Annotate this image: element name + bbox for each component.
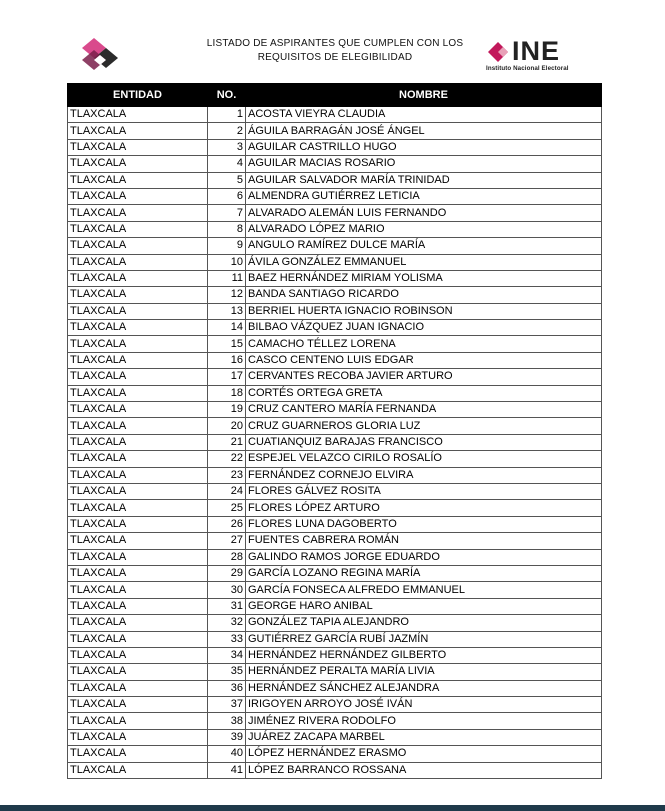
table-row [68,188,602,204]
cell-no: 26 [208,516,246,532]
cell-no: 23 [208,467,246,483]
table-body [68,107,602,779]
cell-entidad: TLAXCALA [68,369,208,385]
cell-nombre: CAMACHO TÉLLEZ LORENA [246,336,602,352]
cell-no: 21 [208,434,246,450]
cell-no: 28 [208,549,246,565]
cell-no: 10 [208,254,246,270]
cell-nombre: FERNÁNDEZ CORNEJO ELVIRA [246,467,602,483]
cell-nombre: AGUILAR CASTRILLO HUGO [246,139,602,155]
table-row [68,320,602,336]
cell-nombre: CUATIANQUIZ BARAJAS FRANCISCO [246,434,602,450]
cell-entidad: TLAXCALA [68,615,208,631]
table-row [68,254,602,270]
table-row [68,205,602,221]
cell-nombre: JIMÉNEZ RIVERA RODOLFO [246,713,602,729]
table-row [68,582,602,598]
ine-diamond-logo-icon [74,36,122,76]
column-header-no: NO. [208,84,246,107]
cell-no: 29 [208,565,246,581]
cell-nombre: GARCÍA FONSECA ALFREDO EMMANUEL [246,582,602,598]
table-row [68,516,602,532]
table-row [68,418,602,434]
cell-nombre: ANGULO RAMÍREZ DULCE MARÍA [246,238,602,254]
table-row [68,221,602,237]
cell-entidad: TLAXCALA [68,533,208,549]
cell-nombre: ESPEJEL VELAZCO CIRILO ROSALÍO [246,451,602,467]
cell-no: 13 [208,303,246,319]
cell-entidad: TLAXCALA [68,582,208,598]
cell-entidad: TLAXCALA [68,565,208,581]
cell-no: 8 [208,221,246,237]
table-row [68,156,602,172]
cell-nombre: AGUILAR SALVADOR MARÍA TRINIDAD [246,172,602,188]
cell-nombre: CORTÉS ORTEGA GRETA [246,385,602,401]
cell-entidad: TLAXCALA [68,352,208,368]
cell-no: 22 [208,451,246,467]
cell-nombre: GARCÍA LOZANO REGINA MARÍA [246,565,602,581]
cell-no: 18 [208,385,246,401]
cell-entidad: TLAXCALA [68,549,208,565]
cell-entidad: TLAXCALA [68,598,208,614]
cell-entidad: TLAXCALA [68,385,208,401]
cell-no: 27 [208,533,246,549]
cell-no: 35 [208,664,246,680]
cell-no: 31 [208,598,246,614]
cell-no: 11 [208,270,246,286]
table-row [68,713,602,729]
cell-nombre: JUÁREZ ZACAPA MARBEL [246,729,602,745]
aspirants-table [67,83,602,779]
cell-entidad: TLAXCALA [68,664,208,680]
table-row [68,647,602,663]
cell-no: 1 [208,107,246,123]
cell-no: 17 [208,369,246,385]
ine-logo-subtitle: Instituto Nacional Electoral [486,65,569,72]
cell-entidad: TLAXCALA [68,139,208,155]
cell-nombre: LÓPEZ BARRANCO ROSSANA [246,762,602,778]
cell-entidad: TLAXCALA [68,188,208,204]
cell-no: 9 [208,238,246,254]
table-row [68,352,602,368]
table-row [68,369,602,385]
cell-no: 24 [208,483,246,499]
cell-no: 41 [208,762,246,778]
cell-nombre: ALVARADO LÓPEZ MARIO [246,221,602,237]
cell-no: 25 [208,500,246,516]
cell-entidad: TLAXCALA [68,336,208,352]
cell-no: 6 [208,188,246,204]
table-row [68,680,602,696]
cell-nombre: CASCO CENTENO LUIS EDGAR [246,352,602,368]
cell-entidad: TLAXCALA [68,647,208,663]
column-header-nombre: NOMBRE [246,84,602,107]
table-row [68,336,602,352]
cell-nombre: AGUILAR MACIAS ROSARIO [246,156,602,172]
cell-nombre: ÁGUILA BARRAGÁN JOSÉ ÁNGEL [246,123,602,139]
cell-entidad: TLAXCALA [68,221,208,237]
cell-entidad: TLAXCALA [68,434,208,450]
cell-no: 19 [208,402,246,418]
cell-entidad: TLAXCALA [68,156,208,172]
ine-logo-text: INE [512,36,561,66]
table-row [68,697,602,713]
cell-nombre: IRIGOYEN ARROYO JOSÉ IVÁN [246,697,602,713]
cell-entidad: TLAXCALA [68,680,208,696]
cell-no: 20 [208,418,246,434]
cell-entidad: TLAXCALA [68,303,208,319]
cell-nombre: BERRIEL HUERTA IGNACIO ROBINSON [246,303,602,319]
cell-entidad: TLAXCALA [68,631,208,647]
cell-no: 12 [208,287,246,303]
cell-no: 37 [208,697,246,713]
cell-entidad: TLAXCALA [68,238,208,254]
cell-no: 4 [208,156,246,172]
cell-no: 3 [208,139,246,155]
table-row [68,451,602,467]
cell-entidad: TLAXCALA [68,287,208,303]
cell-entidad: TLAXCALA [68,451,208,467]
cell-nombre: HERNÁNDEZ HERNÁNDEZ GILBERTO [246,647,602,663]
column-header-entidad: ENTIDAD [68,84,208,107]
table-row [68,385,602,401]
cell-entidad: TLAXCALA [68,320,208,336]
cell-entidad: TLAXCALA [68,254,208,270]
table-row [68,615,602,631]
table-row [68,139,602,155]
title-line-1: LISTADO DE ASPIRANTES QUE CUMPLEN CON LOS [206,38,464,49]
cell-entidad: TLAXCALA [68,270,208,286]
table-row [68,287,602,303]
table-row [68,549,602,565]
cell-entidad: TLAXCALA [68,746,208,762]
bottom-band [0,805,665,811]
cell-nombre: ALVARADO ALEMÁN LUIS FERNANDO [246,205,602,221]
cell-no: 36 [208,680,246,696]
cell-entidad: TLAXCALA [68,516,208,532]
table-row [68,303,602,319]
cell-entidad: TLAXCALA [68,418,208,434]
cell-nombre: FLORES LUNA DAGOBERTO [246,516,602,532]
cell-nombre: ALMENDRA GUTIÉRREZ LETICIA [246,188,602,204]
title-line-2: REQUISITOS DE ELEGIBILIDAD [257,52,413,63]
cell-nombre: CERVANTES RECOBA JAVIER ARTURO [246,369,602,385]
cell-nombre: BILBAO VÁZQUEZ JUAN IGNACIO [246,320,602,336]
table-row [68,533,602,549]
table-row [68,402,602,418]
ine-logo [486,36,590,74]
table-row [68,598,602,614]
cell-entidad: TLAXCALA [68,729,208,745]
document-title [200,37,470,65]
cell-no: 7 [208,205,246,221]
table-row [68,762,602,778]
cell-no: 34 [208,647,246,663]
cell-no: 40 [208,746,246,762]
cell-no: 5 [208,172,246,188]
table-row [68,565,602,581]
cell-nombre: CRUZ CANTERO MARÍA FERNANDA [246,402,602,418]
cell-no: 38 [208,713,246,729]
cell-entidad: TLAXCALA [68,713,208,729]
cell-nombre: ÁVILA GONZÁLEZ EMMANUEL [246,254,602,270]
table-row [68,172,602,188]
table-row [68,270,602,286]
table-row [68,664,602,680]
cell-nombre: FUENTES CABRERA ROMÁN [246,533,602,549]
table-row [68,123,602,139]
cell-nombre: HERNÁNDEZ SÁNCHEZ ALEJANDRA [246,680,602,696]
cell-no: 33 [208,631,246,647]
cell-nombre: CRUZ GUARNEROS GLORIA LUZ [246,418,602,434]
cell-entidad: TLAXCALA [68,107,208,123]
cell-nombre: HERNÁNDEZ PERALTA MARÍA LIVIA [246,664,602,680]
cell-nombre: GONZÁLEZ TAPIA ALEJANDRO [246,615,602,631]
table-row [68,467,602,483]
cell-no: 39 [208,729,246,745]
cell-entidad: TLAXCALA [68,467,208,483]
cell-entidad: TLAXCALA [68,762,208,778]
cell-nombre: FLORES GÁLVEZ ROSITA [246,483,602,499]
table-row [68,746,602,762]
cell-entidad: TLAXCALA [68,697,208,713]
table-row [68,483,602,499]
cell-nombre: GALINDO RAMOS JORGE EDUARDO [246,549,602,565]
cell-nombre: GEORGE HARO ANIBAL [246,598,602,614]
table-row [68,729,602,745]
cell-nombre: LÓPEZ HERNÁNDEZ ERASMO [246,746,602,762]
table-row [68,107,602,123]
cell-no: 16 [208,352,246,368]
cell-no: 15 [208,336,246,352]
cell-entidad: TLAXCALA [68,483,208,499]
cell-entidad: TLAXCALA [68,402,208,418]
cell-entidad: TLAXCALA [68,172,208,188]
cell-entidad: TLAXCALA [68,205,208,221]
cell-no: 32 [208,615,246,631]
table-row [68,500,602,516]
table-row [68,434,602,450]
ine-mark-icon [486,40,514,66]
table-row [68,238,602,254]
cell-nombre: BANDA SANTIAGO RICARDO [246,287,602,303]
cell-no: 14 [208,320,246,336]
cell-nombre: ACOSTA VIEYRA CLAUDIA [246,107,602,123]
cell-nombre: BAEZ HERNÁNDEZ MIRIAM YOLISMA [246,270,602,286]
table-header-row [68,84,602,107]
cell-nombre: FLORES LÓPEZ ARTURO [246,500,602,516]
cell-entidad: TLAXCALA [68,123,208,139]
cell-entidad: TLAXCALA [68,500,208,516]
cell-no: 30 [208,582,246,598]
table-row [68,631,602,647]
cell-nombre: GUTIÉRREZ GARCÍA RUBÍ JAZMÍN [246,631,602,647]
cell-no: 2 [208,123,246,139]
